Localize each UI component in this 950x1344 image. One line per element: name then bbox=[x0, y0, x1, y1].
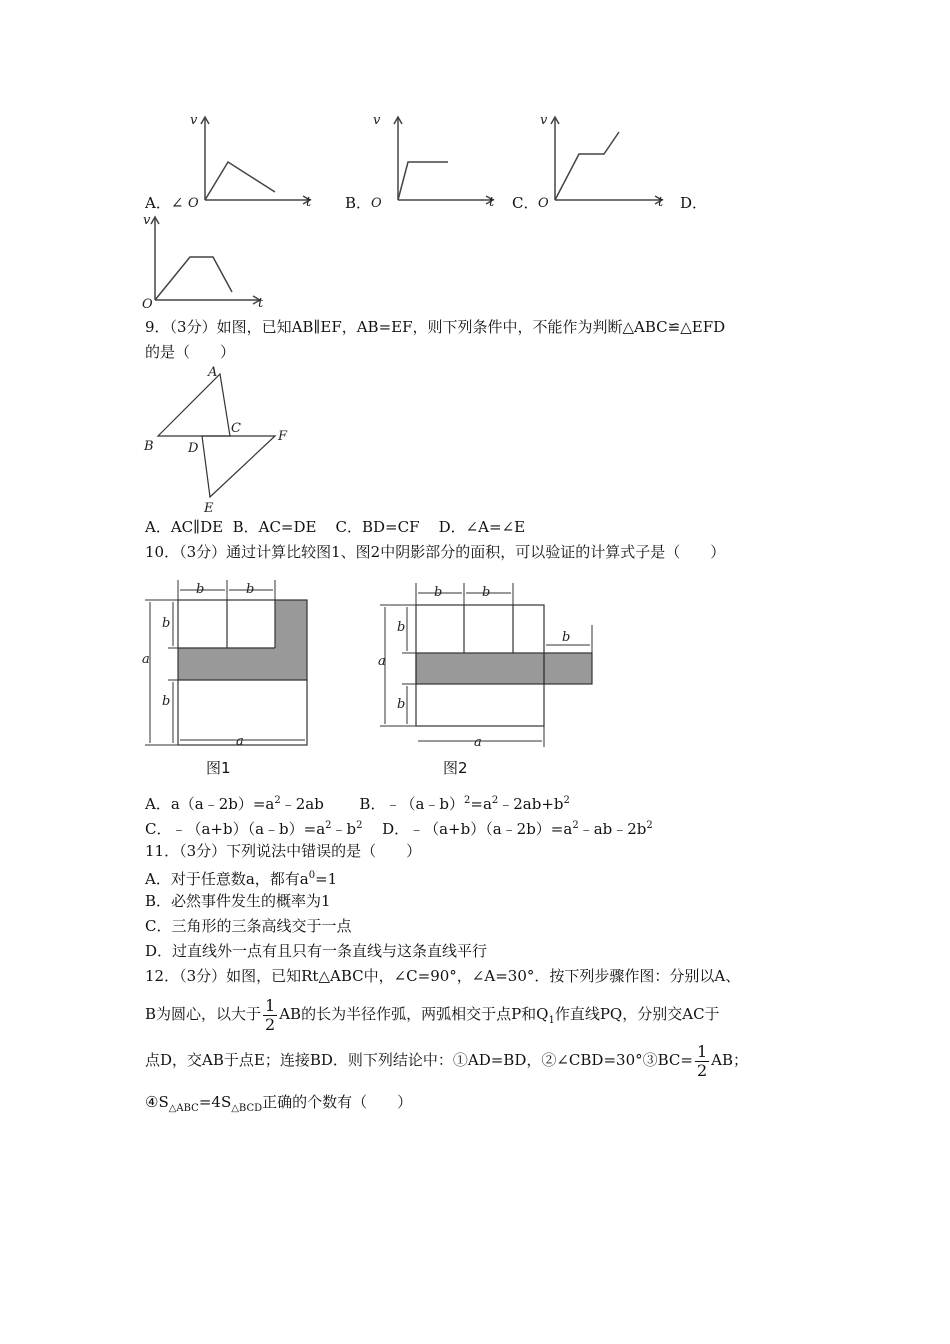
q12-stem-line3: 点D，交AB于点E；连接BD．则下列结论中：①AD=BD，②∠CBD=30°③BC= $\frac{1}{2}$ AB； bbox=[145, 1041, 749, 1080]
q9-point-d: D bbox=[188, 441, 199, 456]
q9-stem-line1: 9．（3分）如图，已知AB∥EF，AB=EF，则下列条件中，不能作为判断△ABC≌△EFD bbox=[145, 318, 726, 336]
q12-fraction-1: $\frac{1}{2}$ bbox=[265, 995, 276, 1034]
q10-fig2-caption: 图2 bbox=[443, 759, 468, 777]
fig1-b-top-1: b bbox=[196, 582, 205, 597]
graph-a-t-label: t bbox=[306, 195, 312, 210]
graph-d-curve bbox=[155, 257, 232, 300]
graph-c bbox=[532, 112, 682, 212]
q9-point-a: A bbox=[208, 365, 218, 380]
graph-c-origin: O bbox=[538, 196, 549, 211]
fig1-a-bottom: a bbox=[236, 734, 244, 749]
graph-a-origin: O bbox=[188, 196, 199, 211]
q11-option-d: D．过直线外一点有且只有一条直线与这条直线平行 bbox=[145, 942, 488, 960]
q12-stem-line1: 12．（3分）如图，已知Rt△ABC中，∠C=90°，∠A=30°．按下列步骤作图：分别以A、 bbox=[145, 967, 741, 985]
graph-d-origin: O bbox=[142, 297, 153, 312]
q11-option-c: C．三角形的三条高线交于一点 bbox=[145, 917, 352, 935]
graph-d-v-label: v bbox=[143, 213, 151, 228]
q12-stem-line4: $④S_{\triangle ABC}=4S_{\triangle BCD}$正确的个数有（ ） bbox=[145, 1093, 413, 1114]
q10-stem: 10．（3分）通过计算比较图1、图2中阴影部分的面积，可以验证的计算式子是（ ） bbox=[145, 543, 726, 561]
fig1-b-left-1: b bbox=[162, 616, 171, 631]
graph-c-t-label: t bbox=[658, 195, 664, 210]
q9-point-e: E bbox=[204, 501, 214, 516]
q10-fig1-caption: 图1 bbox=[206, 759, 231, 777]
q10-figure-2 bbox=[370, 575, 610, 755]
fig2-b-top-1: b bbox=[434, 585, 443, 600]
graph-d bbox=[140, 212, 290, 312]
q8-option-c: C． bbox=[512, 194, 539, 212]
q12-stem-line2: B为圆心，以大于 $\frac{1}{2}$ AB的长为半径作弧，两弧相交于点P和$Q_1$作直线PQ，分别交AC于 bbox=[145, 995, 720, 1034]
q9-options: A．AC∥DE B．AC=DE C．BD=CF D．∠A=∠E bbox=[145, 518, 526, 536]
q9-figure bbox=[140, 362, 300, 517]
graph-a-v-label: v bbox=[190, 113, 198, 128]
q12-fraction-2: $\frac{1}{2}$ bbox=[696, 1041, 708, 1080]
graph-b-curve bbox=[398, 162, 448, 200]
fig1-b-left-2: b bbox=[162, 694, 171, 709]
q10-figure-1 bbox=[140, 575, 330, 755]
q9-point-f: F bbox=[278, 429, 288, 444]
q9-stem-line2: 的是（ ） bbox=[145, 343, 236, 361]
q11-option-b: B．必然事件发生的概率为1 bbox=[145, 892, 331, 910]
fig1-b-top-2: b bbox=[246, 582, 255, 597]
graph-a-curve bbox=[205, 162, 275, 200]
fig2-a-left: a bbox=[378, 654, 386, 669]
fig2-b-left-2: b bbox=[397, 697, 406, 712]
q9-point-c: C bbox=[231, 421, 241, 436]
q10-option-a: A．$a(a﹣2b)=a^2﹣2ab$ bbox=[145, 795, 324, 813]
q9-point-b: B bbox=[144, 439, 154, 454]
graph-b-origin: O bbox=[371, 196, 382, 211]
graph-c-v-label: v bbox=[540, 113, 548, 128]
fig2-b-left-1: b bbox=[397, 620, 406, 635]
q10-options-row1 bbox=[145, 791, 570, 814]
graph-a bbox=[170, 112, 320, 212]
fig2-b-right: b bbox=[562, 630, 571, 645]
graph-d-t-label: t bbox=[258, 296, 264, 311]
q10-option-b: B．$﹣(a﹣b)^2=a^2﹣2ab+b^2$ bbox=[359, 795, 570, 813]
q10-option-d: D．$﹣(a+b)(a﹣2b)=a^2﹣ab﹣2b^2$ bbox=[382, 820, 653, 838]
graph-b bbox=[363, 112, 513, 212]
q11-option-a: A．对于任意数a，都有$a^0=1$ bbox=[145, 870, 338, 888]
fig1-a-left: a bbox=[142, 652, 150, 667]
q10-option-c: C．$﹣(a+b)(a﹣b)=a^2﹣b^2$ bbox=[145, 820, 363, 838]
graph-c-curve bbox=[555, 132, 619, 200]
graph-b-t-label: t bbox=[489, 195, 495, 210]
graph-b-v-label: v bbox=[373, 113, 381, 128]
q8-option-d: D． bbox=[680, 194, 708, 212]
fig2-a-bottom: a bbox=[474, 735, 482, 750]
q10-options-row2 bbox=[145, 816, 653, 839]
q8-option-a: A．∠ bbox=[145, 194, 184, 212]
q8-option-b: B． bbox=[345, 194, 372, 212]
q11-stem: 11．（3分）下列说法中错误的是（ ） bbox=[145, 842, 422, 860]
fig2-b-top-2: b bbox=[482, 585, 491, 600]
